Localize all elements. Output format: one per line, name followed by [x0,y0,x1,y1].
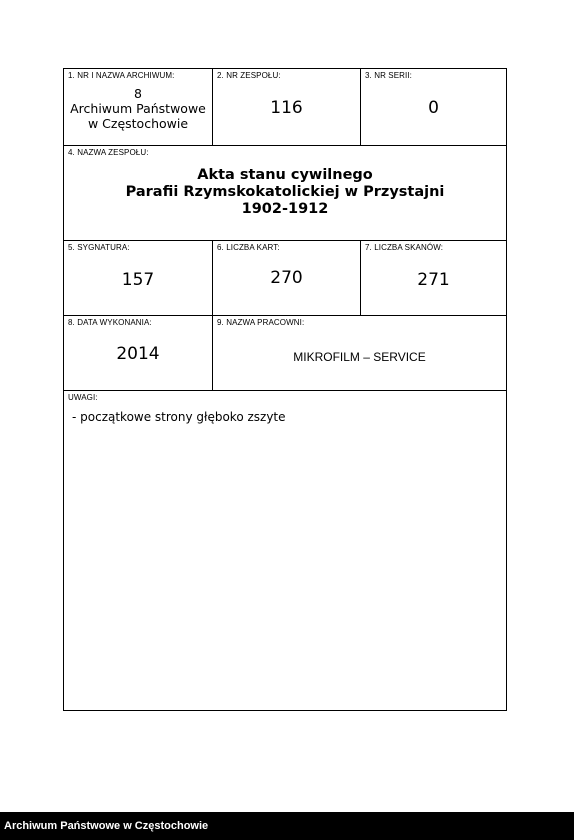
archive-value [64,86,212,131]
fond-number-cell [212,69,360,145]
archive-number: 8 [134,86,142,101]
lab-name-value: MIKROFILM – SERVICE [293,350,426,364]
signature-value: 157 [121,270,155,290]
archive-cell [64,69,212,145]
fond-number-value: 116 [270,98,303,118]
date-made-value: 2014 [116,344,160,364]
metric-form [63,68,507,711]
fond-name-line3: 1902-1912 [241,201,329,217]
signature-cell [64,240,212,315]
fond-name-cell [64,145,506,240]
fond-name-line1: Akta stanu cywilnego [197,167,373,183]
signature-label: 5. SYGNATURA: [68,243,130,252]
fond-name-line2: Parafii Rzymskokatolickiej w Przystajni [125,184,445,200]
remarks-label: UWAGI: [68,393,98,402]
remarks-text: - początkowe strony głęboko zszyte [72,410,286,424]
card-count-value: 270 [270,268,303,288]
scan-count-value: 271 [417,270,450,290]
fond-name-title [64,167,506,218]
fond-name-label: 4. NAZWA ZESPOŁU: [68,148,149,157]
card-count-cell [212,240,360,315]
footer-bar [0,812,574,840]
series-number-value: 0 [428,98,439,118]
lab-name-label: 9. NAZWA PRACOWNI: [217,318,305,327]
fond-number-label: 2. NR ZESPOŁU: [217,71,281,80]
archive-name-line1: Archiwum Państwowe [70,101,206,116]
scan-count-cell [360,240,506,315]
archive-label: 1. NR I NAZWA ARCHIWUM: [68,71,175,80]
series-number-cell [360,69,506,145]
footer-text: Archiwum Państwowe w Częstochowie [4,820,209,832]
date-made-cell [64,315,212,390]
scan-count-label: 7. LICZBA SKANÓW: [365,243,444,252]
remarks-cell [64,390,506,710]
card-count-label: 6. LICZBA KART: [217,243,280,252]
series-number-label: 3. NR SERII: [365,71,412,80]
lab-name-cell [212,315,506,390]
archive-name-line2: w Częstochowie [87,116,189,131]
date-made-label: 8. DATA WYKONANIA: [68,318,152,327]
